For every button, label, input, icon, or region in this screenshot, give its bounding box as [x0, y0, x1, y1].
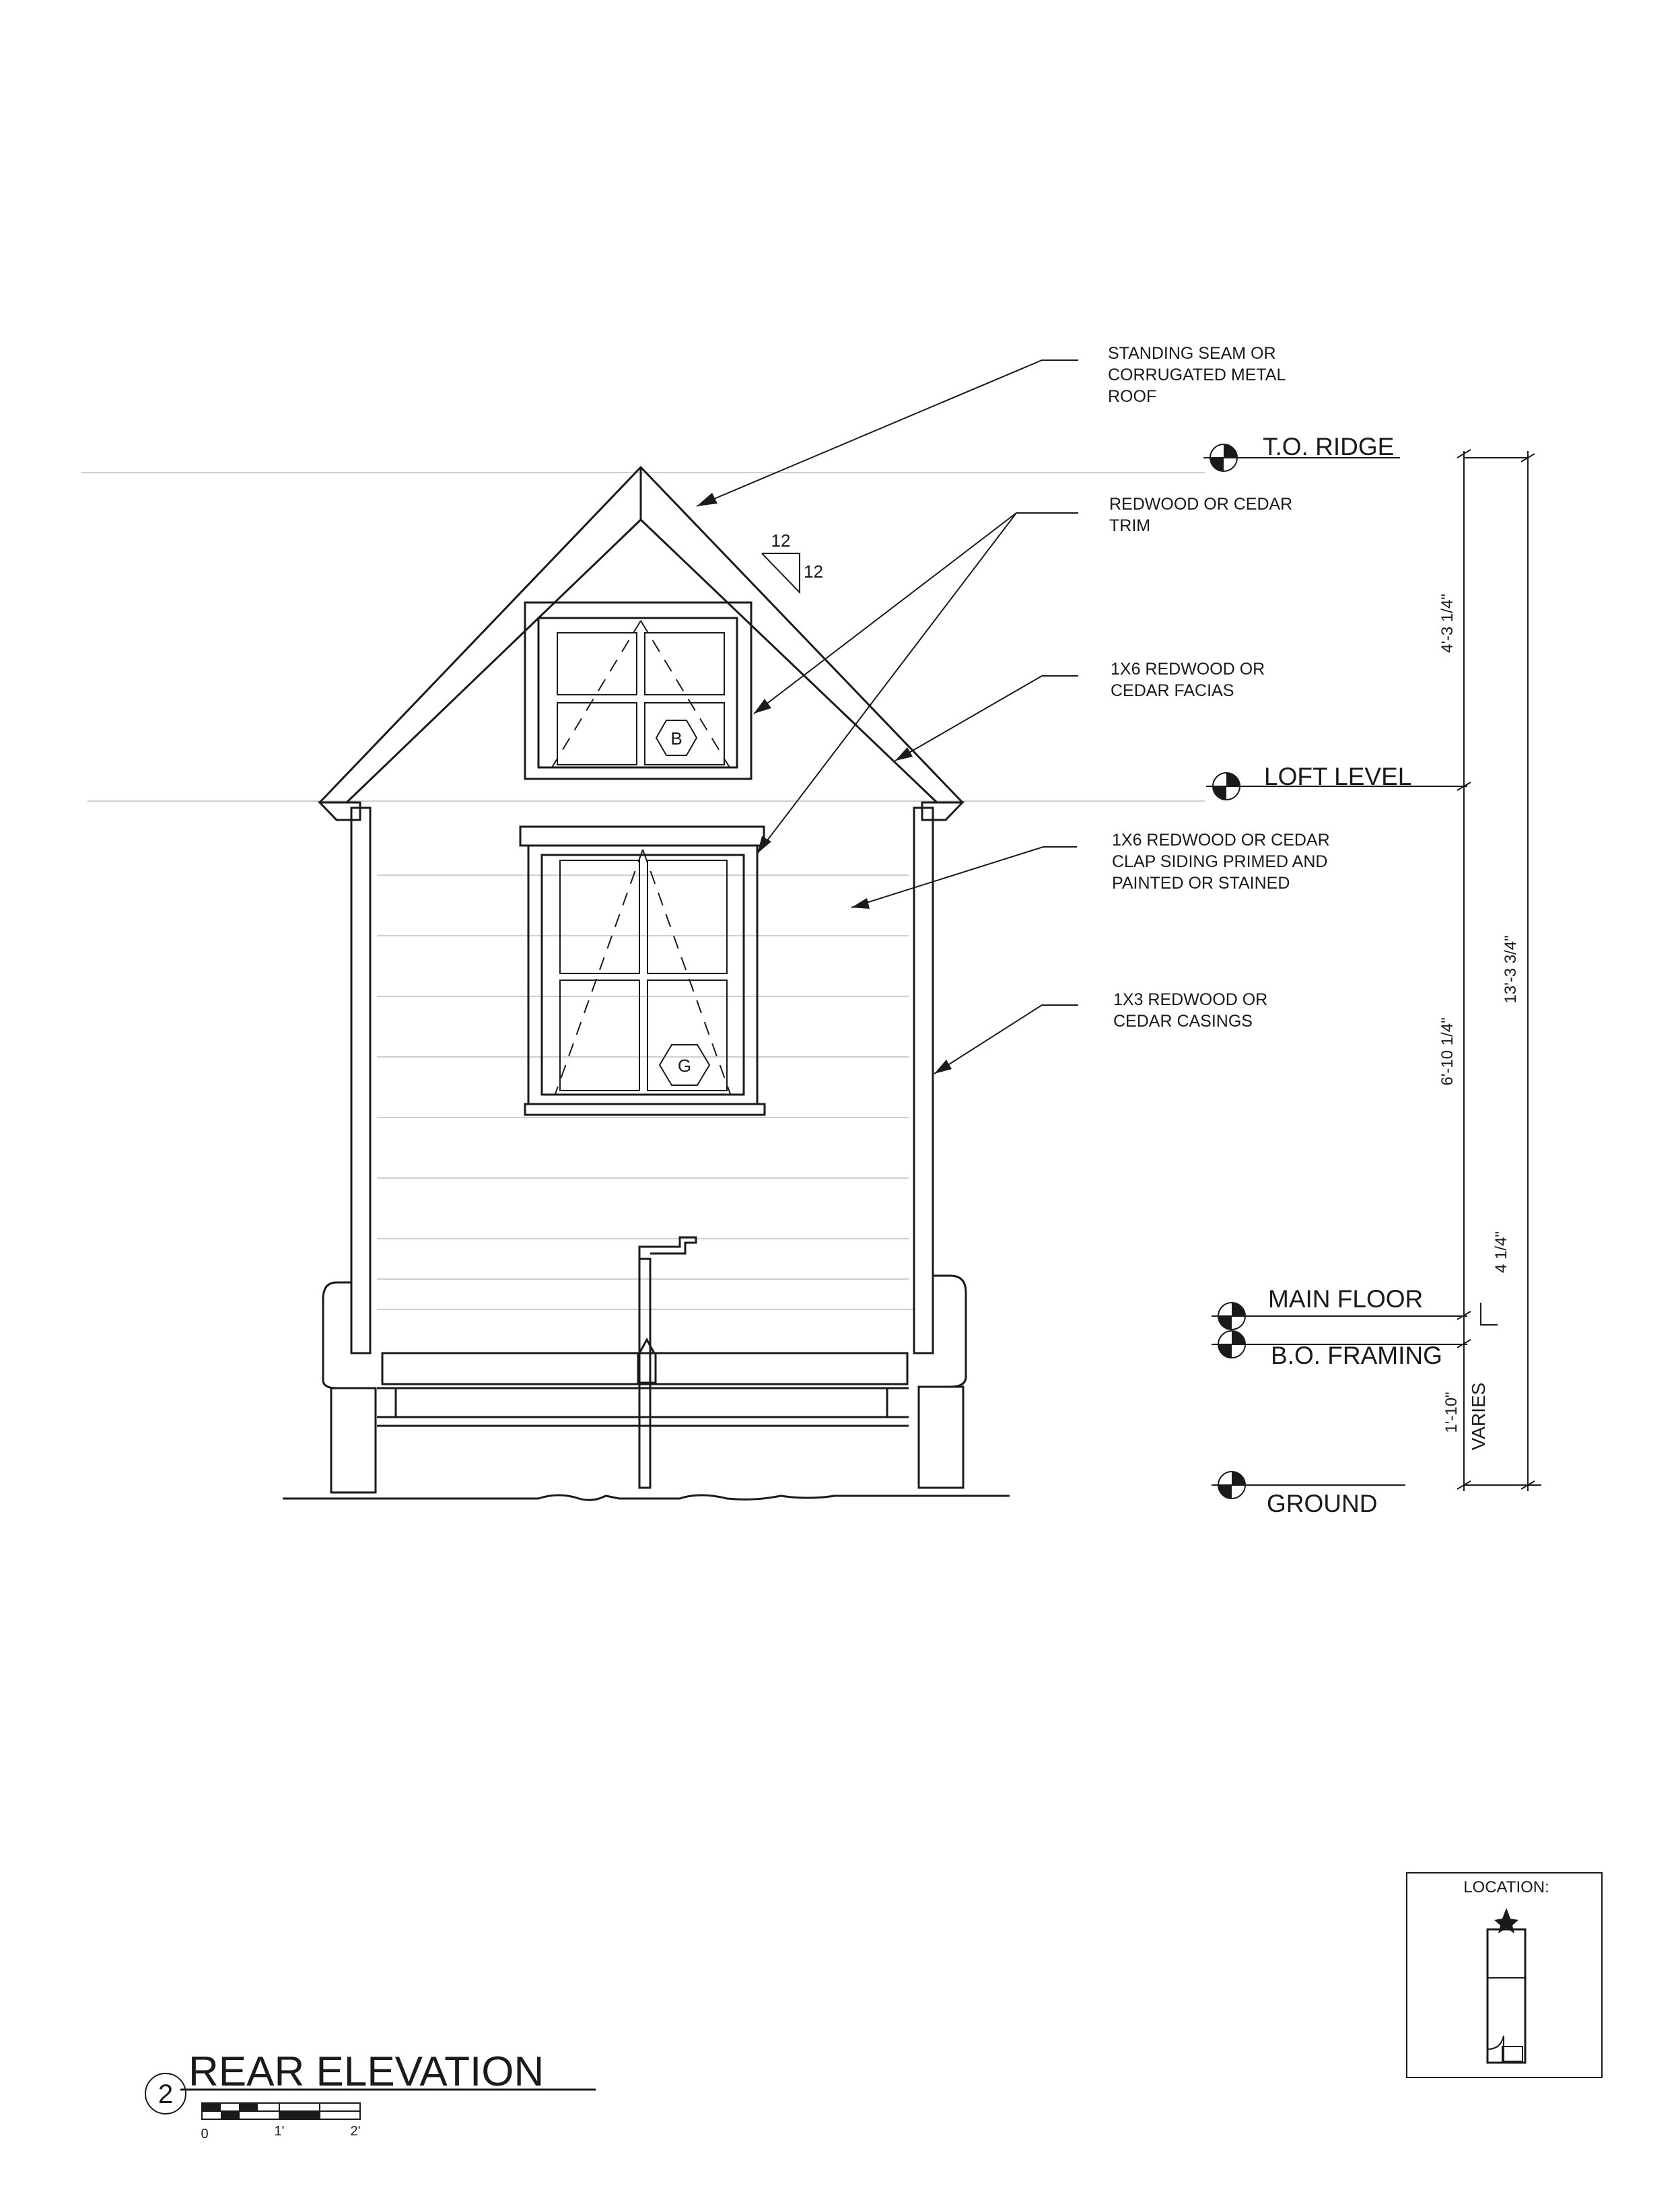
callout-roof-line-2: CORRUGATED METAL — [1108, 366, 1286, 384]
callout-casings — [934, 990, 1267, 1074]
scale-bar-label-2: 2' — [350, 2124, 361, 2139]
trailer-deck — [382, 1353, 907, 1384]
window-tag-g: G — [677, 1056, 692, 1076]
level-loft-label: LOFT LEVEL — [1264, 763, 1412, 790]
eave-return-left — [320, 802, 360, 820]
location-key — [1407, 1873, 1602, 2077]
level-marker-ground — [1212, 1472, 1405, 1517]
house-elevation — [283, 467, 1010, 1500]
level-main-floor-label: MAIN FLOOR — [1268, 1285, 1424, 1313]
main-window — [520, 827, 765, 1115]
roof-pitch-symbol — [762, 530, 823, 592]
window-tag-b: B — [670, 728, 682, 749]
location-label: LOCATION: — [1463, 1878, 1549, 1896]
scale-bar-label-1: 1' — [274, 2124, 285, 2139]
scale-bar — [201, 2103, 360, 2141]
corner-board-right — [914, 808, 933, 1353]
callout-trim-line-1: REDWOOD OR CEDAR — [1109, 495, 1293, 514]
callout-facias-line-2: CEDAR FACIAS — [1111, 681, 1234, 700]
level-marker-loft — [1206, 763, 1467, 800]
loft-window — [525, 603, 751, 779]
fender-right — [933, 1276, 966, 1387]
title-text: REAR ELEVATION — [188, 2049, 545, 2095]
pitch-rise: 12 — [804, 561, 823, 582]
callout-siding — [851, 831, 1330, 909]
callout-roof-line-3: ROOF — [1108, 387, 1157, 406]
clap-siding — [377, 875, 909, 1279]
callout-roof — [697, 344, 1286, 506]
callout-siding-line-1: 1X6 REDWOOD OR CEDAR — [1112, 831, 1330, 850]
dim-floor-to-framing: 4 1/4" — [1492, 1231, 1510, 1273]
callout-facias-line-1: 1X6 REDWOOD OR — [1111, 660, 1265, 679]
callout-siding-line-3: PAINTED OR STAINED — [1112, 874, 1290, 893]
trailer-jack — [638, 1237, 696, 1488]
corner-board-left — [351, 808, 370, 1353]
dim-framing-to-ground: 1'-10" — [1442, 1391, 1461, 1433]
dim-ridge-to-loft: 4'-3 1/4" — [1438, 594, 1457, 653]
level-ground-label: GROUND — [1267, 1490, 1378, 1517]
level-marker-bo-framing — [1212, 1331, 1467, 1369]
callout-casings-line-2: CEDAR CASINGS — [1113, 1012, 1253, 1031]
callout-siding-line-2: CLAP SIDING PRIMED AND — [1112, 852, 1328, 871]
dim-overall: 13'-3 3/4" — [1502, 935, 1520, 1004]
wheel-left — [331, 1388, 376, 1492]
reference-guide-lines — [81, 473, 1205, 1309]
title-number: 2 — [158, 2079, 174, 2109]
location-plan-outline — [1488, 1929, 1525, 2063]
dimension-strings — [1438, 450, 1541, 1491]
scale-bar-label-0: 0 — [201, 2127, 209, 2141]
eave-return-right — [922, 802, 963, 820]
callout-casings-line-1: 1X3 REDWOOD OR — [1113, 990, 1268, 1009]
dim-varies: VARIES — [1468, 1382, 1489, 1451]
level-marker-main-floor — [1212, 1285, 1467, 1330]
callout-roof-line-1: STANDING SEAM OR — [1108, 344, 1276, 363]
wheel-right — [919, 1387, 963, 1488]
level-ridge-label: T.O. RIDGE — [1263, 433, 1395, 460]
ground-line — [283, 1495, 1010, 1500]
pitch-run: 12 — [771, 530, 791, 551]
fender-left — [323, 1282, 351, 1388]
callout-trim-line-2: TRIM — [1109, 516, 1151, 535]
level-bo-framing-label: B.O. FRAMING — [1271, 1342, 1442, 1369]
dim-loft-to-floor: 6'-10 1/4" — [1438, 1017, 1457, 1086]
level-marker-ridge — [1203, 433, 1400, 471]
roof-outline-inner — [347, 520, 937, 802]
callout-facias — [895, 660, 1265, 761]
